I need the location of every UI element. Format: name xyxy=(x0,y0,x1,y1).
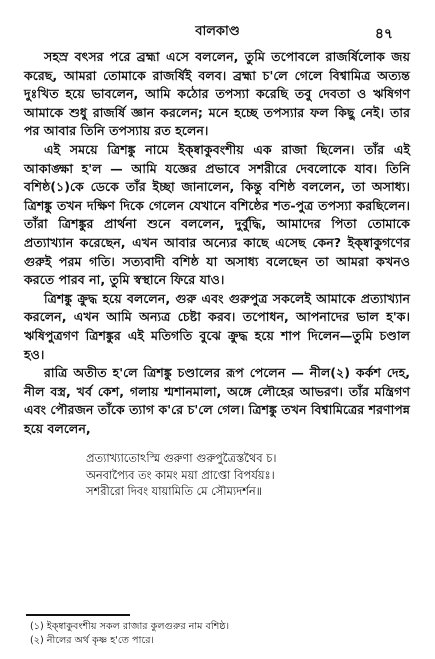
body-text xyxy=(24,48,410,500)
page-header xyxy=(24,22,411,42)
paragraph: সহস্র বৎসর পরে ব্রহ্মা এসে বললেন, তুমি তপোবলে রাজর্ষিলোক জয় করেছ, আমরা তোমাকে রাজর্ষিই বলব। ব্রহ্মা চ'লে গেলে বিশ্বামিত্র অত্যন্ত দুঃখিত হয়ে ভাবলেন, আমি কঠোর তপস্যা করেছি তবু দেবতা ও ঋষিগণ আমাকে শুধু রাজর্ষি জ্ঞান করলেন; মনে হচ্ছে তপস্যার ফল কিছু নেই। তার পর আবার তিনি তপস্যায় রত হলেন। xyxy=(24,49,410,139)
paragraph: রাত্রি অতীত হ'লে ত্রিশঙ্কু চণ্ডালের রূপ পেলেন — নীল(২) কর্কশ দেহ, নীল বস্ত্র, খর্ব কেশ, গলায় শ্মশানমালা, অঙ্গে লৌহের আভরণ। তাঁর মন্ত্রিগণ এবং পৌরজন তাঁকে ত্যাগ ক'রে চ'লে গেল। ত্রিশঙ্কু তখন বিশ্বামিত্রের শরণাপন্ন হয়ে বললেন, xyxy=(24,365,411,436)
verse-line: অনবাপ্যৈব তং কামং ময়া প্রাপ্তো বিপর্যয়ঃ। xyxy=(86,467,275,482)
footnote-divider xyxy=(26,614,130,616)
footnotes xyxy=(30,620,410,648)
page-number: ৪৭ xyxy=(374,26,393,42)
verse-line: প্রত্যাখ্যাতোঽস্মি গুরুণা গুরুপুত্রৈস্তথৈব চ। xyxy=(86,451,277,466)
footnote: (১) ইক্ষ্বাকুবংশীয় সকল রাজার কুলগুরুর নাম বশিষ্ঠ। xyxy=(30,621,229,632)
paragraph: এই সময়ে ত্রিশঙ্কু নামে ইক্ষ্বাকুবংশীয় এক রাজা ছিলেন। তাঁর এই আকাঙ্ক্ষা হ'ল — আমি যজ্ঞের প্রভাবে সশরীরে দেবলোকে যাব। তিনি বশিষ্ঠ(১)কে ডেকে তাঁর ইচ্ছা জানালেন, কিন্তু বশিষ্ঠ বললেন, তা অসাধ্য। ত্রিশঙ্কু তখন দক্ষিণ দিকে গেলেন যেখানে বশিষ্ঠের শত-পুত্র তপস্যা করছিলেন। তাঁরা ত্রিশঙ্কুর প্রার্থনা শুনে বললেন, দুর্বুদ্ধি, আমাদের পিতা তোমাকে প্রত্যাখ্যান করেছেন, এখন আবার অন্যের কাছে এসেছ কেন? ইক্ষ্বাকুগণের গুরুই পরম গতি। সত্যবাদী বশিষ্ঠ যা অসাধ্য বলেছেন তা আমরা কখনও করতে পারব না, তুমি স্বস্থানে ফিরে যাও। xyxy=(24,141,410,288)
verse-line: সশরীরো দিবং যায়ামিতি মে সৌম্যদর্শন॥ xyxy=(86,484,263,499)
running-title: বালকাণ্ড xyxy=(195,24,240,39)
sanskrit-verse xyxy=(86,450,410,500)
paragraph: ত্রিশঙ্কু ক্রুদ্ধ হয়ে বললেন, গুরু এবং গুরুপুত্র সকলেই আমাকে প্রত্যাখ্যান করলেন, এখন আমি অন্যত্র চেষ্টা করব। তপোধন, আপনাদের ভাল হ'ক। ঋষিপুত্রগণ ত্রিশঙ্কুর এই মতিগতি বুঝে ক্রুদ্ধ হয়ে শাপ দিলেন—তুমি চণ্ডাল হও। xyxy=(24,290,410,362)
footnote: (২) নীলের অর্থ কৃষ্ণ হ'তে পারে। xyxy=(30,635,154,646)
